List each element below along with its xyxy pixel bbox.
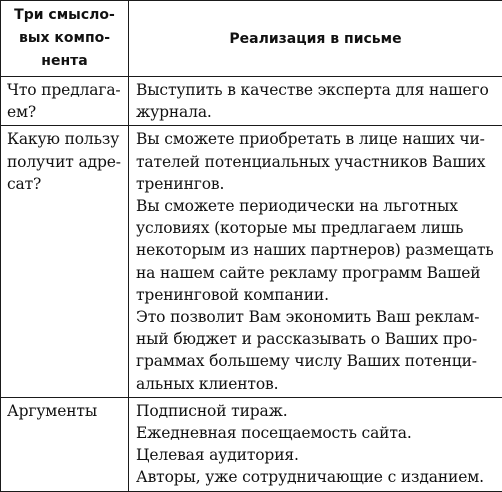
- header-implementation-label: Реализация в письме: [229, 31, 401, 47]
- row-label-offer: Что предлага- ем?: [1, 77, 128, 125]
- table-row: [1, 126, 502, 397]
- row-label-cell: [1, 77, 129, 126]
- row-content-cell: [129, 77, 502, 126]
- row-content-arguments: Подписной тираж. Ежедневная посещаемость сайта. Целевая аудитория. Авторы, уже сотрудничающие с изданием.: [129, 398, 502, 491]
- row-content-benefit: Вы сможете приобретать в лице наших чи- тателей потенциальных участников Ваших тренингов. Вы сможете периодически на льготных условиях (которые мы предлагаем лишь некоторым из наших партнеров) размещать на нашем сайте рекламу программ Вашей тренинговой компании. Это позволит Вам экономить Ваш реклам- ный бюджет и рассказывать о Ваших про- граммах большему числу Ваших потенци- альных клиентов.: [129, 126, 502, 396]
- header-components-label: Три смысло- вых компо- нента: [14, 7, 115, 69]
- row-content-cell: [129, 126, 502, 397]
- row-label-cell: [1, 126, 129, 397]
- table-row: [1, 77, 502, 126]
- table-header-row: [1, 1, 502, 77]
- row-content-cell: [129, 397, 502, 491]
- row-label-benefit: Какую пользу получит адре- сат?: [1, 126, 128, 197]
- header-components: [1, 1, 129, 77]
- row-label-cell: [1, 397, 129, 491]
- row-content-offer: Выступить в качестве эксперта для нашего журнала.: [129, 77, 502, 125]
- header-implementation: [129, 1, 502, 77]
- row-label-arguments: Аргументы: [1, 398, 128, 424]
- table-row: [1, 397, 502, 491]
